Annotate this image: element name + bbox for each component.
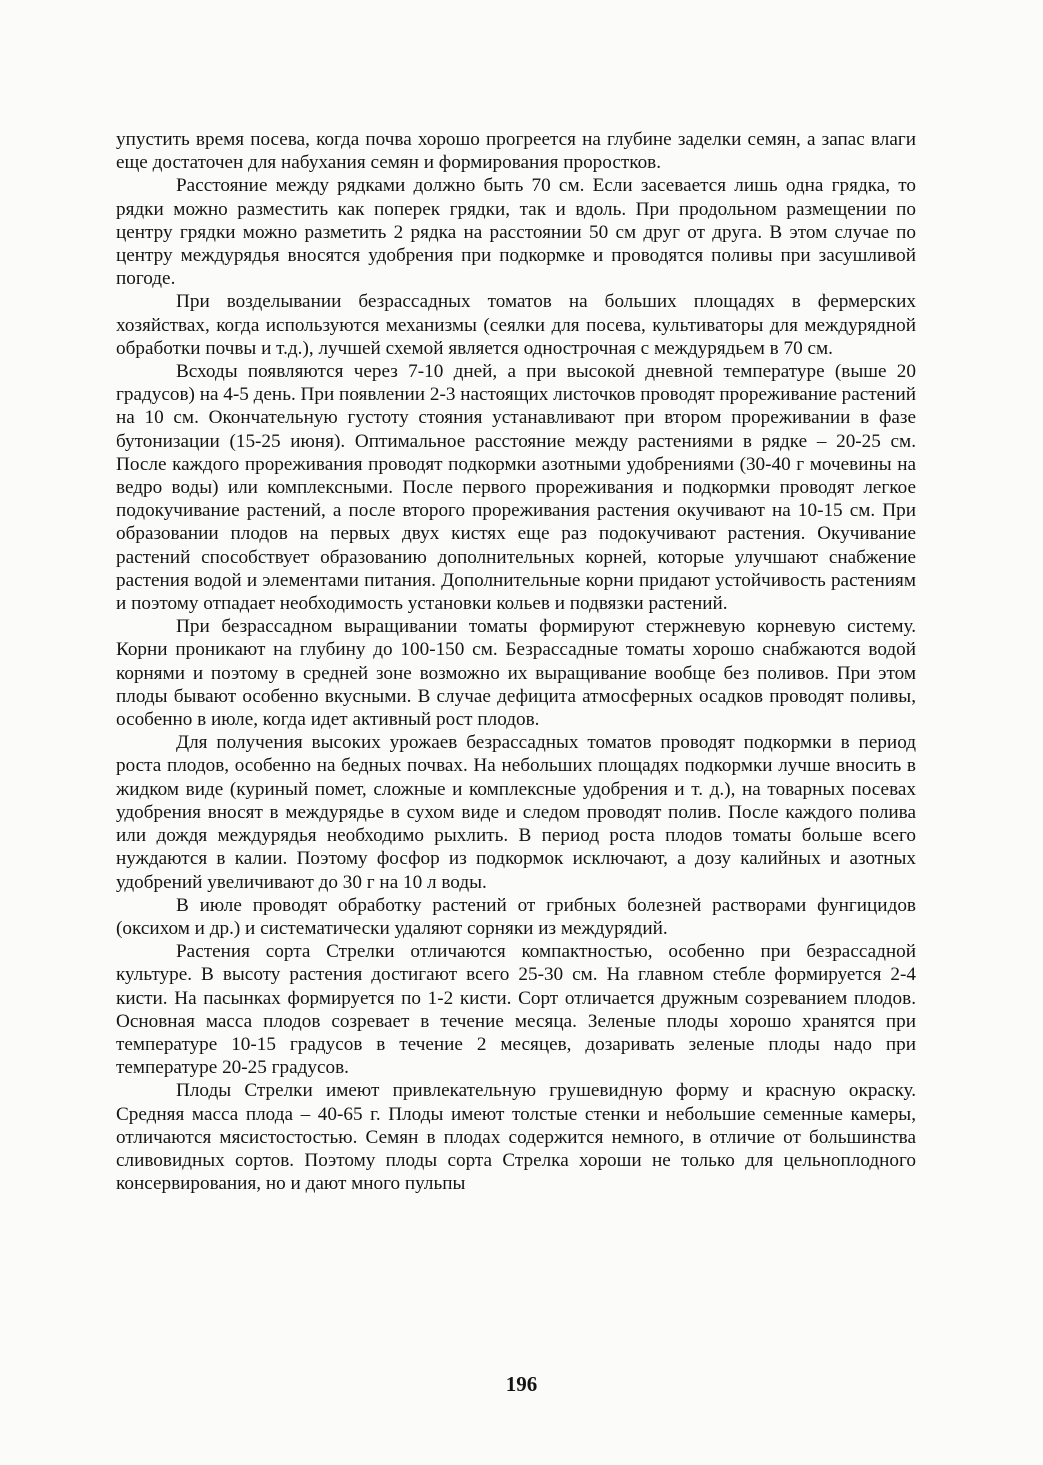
paragraph-seedlings-thinning: Всходы появляются через 7-10 дней, а при высокой дневной температуре (выше 20 градусов) на 4-5 день. При появлении 2-3 настоящих листочков проводят прореживание растений на 10 см. Окончательную густоту стояния устанавливают при втором прореживании в фазе бутонизации (15-25 июня). Оптимальное расстояние между растениями в рядке – 20-25 см. После каждого прореживания проводят подкормки азотными удобрениями (30-40 г мочевины на ведро воды) или комплексными. После первого прореживания и подкормки проводят легкое подокучивание растений, а после второго прореживания растения окучивают на 10-15 см. При образовании плодов на первых двух кистях еще раз подокучивают растения. Окучивание растений способствует образованию дополнительных корней, которые улучшают снабжение растения водой и элементами питания. Дополнительные корни придают устойчивость растениям и поэтому отпадает необходимость установки кольев и подвязки растений. bbox=[116, 361, 916, 615]
paragraph-variety-strelki: Растения сорта Стрелки отличаются компактностью, особенно при безрассадной культуре. В высоту растения достигают всего 25-30 см. На главном стебле формируется 2-4 кисти. На пасынках формируется по 1-2 кисти. Сорт отличается дружным созреванием плодов. Основная масса плодов созревает в течение месяца. Зеленые плоды хорошо хранятся при температуре 10-15 градусов в течение 2 месяцев, дозаривать зеленые плоды надо при температуре 20-25 градусов. bbox=[116, 941, 916, 1079]
paragraph-row-spacing: Расстояние между рядками должно быть 70 см. Если засевается лишь одна грядка, то рядки можно разместить как поперек грядки, так и вдоль. При продольном размещении по центру грядки можно разметить 2 рядка на расстоянии 50 см друг от друга. В этом случае по центру междурядья вносятся удобрения при подкормке и проводятся поливы при засушливой погоде. bbox=[116, 175, 916, 290]
paragraph-fertilizing: Для получения высоких урожаев безрассадных томатов проводят подкормки в период роста плодов, особенно на бедных почвах. На небольших площадях подкормки лучше вносить в жидком виде (куриный помет, сложные и комплексные удобрения и т. д.), на товарных посевах удобрения вносят в междурядье в сухом виде и следом проводят полив. После каждого полива или дождя междурядья необходимо рыхлить. В период роста плодов томаты больше всего нуждаются в калии. Поэтому фосфор из подкормок исключают, а дозу калийных и азотных удобрений увеличивают до 30 г на 10 л воды. bbox=[116, 732, 916, 893]
paragraph-fruit-description: Плоды Стрелки имеют привлекательную грушевидную форму и красную окраску. Средняя масса плода – 40-65 г. Плоды имеют толстые стенки и небольшие семенные камеры, отличаются мясистостостью. Семян в плодах содержится немного, в отличие от большинства сливовидных сортов. Поэтому плоды сорта Стрелка хороши не только для цельноплодного консервирования, но и дают много пульпы bbox=[116, 1080, 916, 1195]
body-text bbox=[116, 128, 916, 1195]
page-number: 196 bbox=[505, 1372, 538, 1396]
paragraph-root-system: При безрассадном выращивании томаты формируют стержневую корневую систему. Корни проникают на глубину до 100-150 см. Безрассадные томаты хорошо снабжаются водой корнями и поэтому в средней зоне возможно их выращивание вообще без поливов. При этом плоды бывают особенно вкусными. В случае дефицита атмосферных осадков проводят поливы, особенно в июле, когда идет активный рост плодов. bbox=[116, 616, 916, 731]
paragraph-fungicides: В июле проводят обработку растений от грибных болезней растворами фунгицидов (оксихом и др.) и систематически удаляют сорняки из междурядий. bbox=[116, 894, 916, 939]
paragraph-farm-scheme: При возделывании безрассадных томатов на больших площадях в фермерских хозяйствах, когда используются механизмы (сеялки для посева, культиваторы для междурядной обработки почвы и т.д.), лучшей схемой является однострочная с междурядьем в 70 см. bbox=[116, 291, 916, 359]
paragraph-continuation: упустить время посева, когда почва хорошо прогреется на глубине заделки семян, а запас влаги еще достаточен для набухания семян и формирования проростков. bbox=[116, 129, 916, 174]
